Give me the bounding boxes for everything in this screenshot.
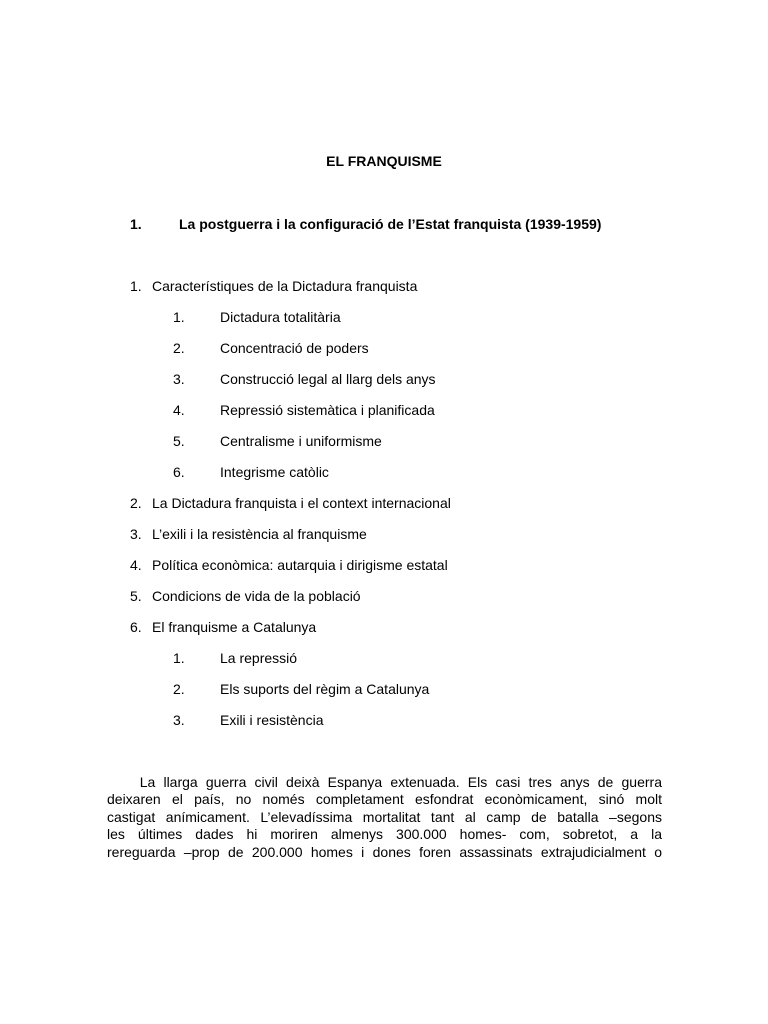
outline-subitem-text: Construcció legal al llarg dels anys <box>220 371 436 387</box>
body-paragraph <box>107 774 662 861</box>
outline-subitem-number: 2. <box>173 340 185 356</box>
outline-subitem-number: 3. <box>173 712 185 728</box>
outline-item-number: 6. <box>130 619 142 635</box>
outline-subitem-text: Dictadura totalitària <box>220 309 341 325</box>
outline-subitem-text: Exili i resistència <box>220 712 324 728</box>
paragraph-line: deixaren el país, no només completament esfondrat econòmicament, sinó molt <box>107 791 662 808</box>
paragraph-line: les últimes dades hi moriren almenys 300.000 homes- com, sobretot, a la <box>107 826 662 843</box>
paragraph-line: castigat anímicament. L’elevadíssima mortalitat tant al camp de batalla –segons <box>107 808 662 825</box>
outline-subitem-number: 2. <box>173 681 185 697</box>
outline-item-number: 5. <box>130 588 142 604</box>
outline-subitem-text: La repressió <box>220 650 298 666</box>
outline-subitem-number: 6. <box>173 464 185 480</box>
section-heading-number: 1. <box>130 216 142 232</box>
outline-item-text: Condicions de vida de la població <box>152 588 361 604</box>
outline-subitem-number: 1. <box>173 309 185 325</box>
outline-subitem-text: Centralisme i uniformisme <box>220 433 382 449</box>
outline-item-text: La Dictadura franquista i el context internacional <box>152 495 451 511</box>
document-title: EL FRANQUISME <box>326 153 442 169</box>
paragraph-line: La llarga guerra civil deixà Espanya extenuada. Els casi tres anys de guerra <box>107 774 662 790</box>
outline-subitem-number: 5. <box>173 433 185 449</box>
outline-subitem-number: 3. <box>173 371 185 387</box>
outline-item-text: L’exili i la resistència al franquisme <box>152 526 367 542</box>
outline-item-text: El franquisme a Catalunya <box>152 619 317 635</box>
outline-item-number: 2. <box>130 495 142 511</box>
outline-item-text: Política econòmica: autarquia i dirigisme estatal <box>152 557 448 573</box>
outline-subitem-number: 4. <box>173 402 185 418</box>
outline-item-number: 3. <box>130 526 142 542</box>
outline-item-number: 4. <box>130 557 142 573</box>
outline-item-text: Característiques de la Dictadura franquista <box>152 278 418 294</box>
outline-item-number: 1. <box>130 278 142 294</box>
paragraph-line: rereguarda –prop de 200.000 homes i dones foren assassinats extrajudicialment o <box>107 843 662 860</box>
outline-subitem-number: 1. <box>173 650 185 666</box>
outline-subitem-text: Els suports del règim a Catalunya <box>220 681 430 697</box>
outline-subitem-text: Repressió sistemàtica i planificada <box>220 402 435 418</box>
outline-subitem-text: Integrisme catòlic <box>220 464 329 480</box>
outline-subitem-text: Concentració de poders <box>220 340 369 356</box>
section-heading-text: La postguerra i la configuració de l’Estat franquista (1939-1959) <box>179 216 602 232</box>
